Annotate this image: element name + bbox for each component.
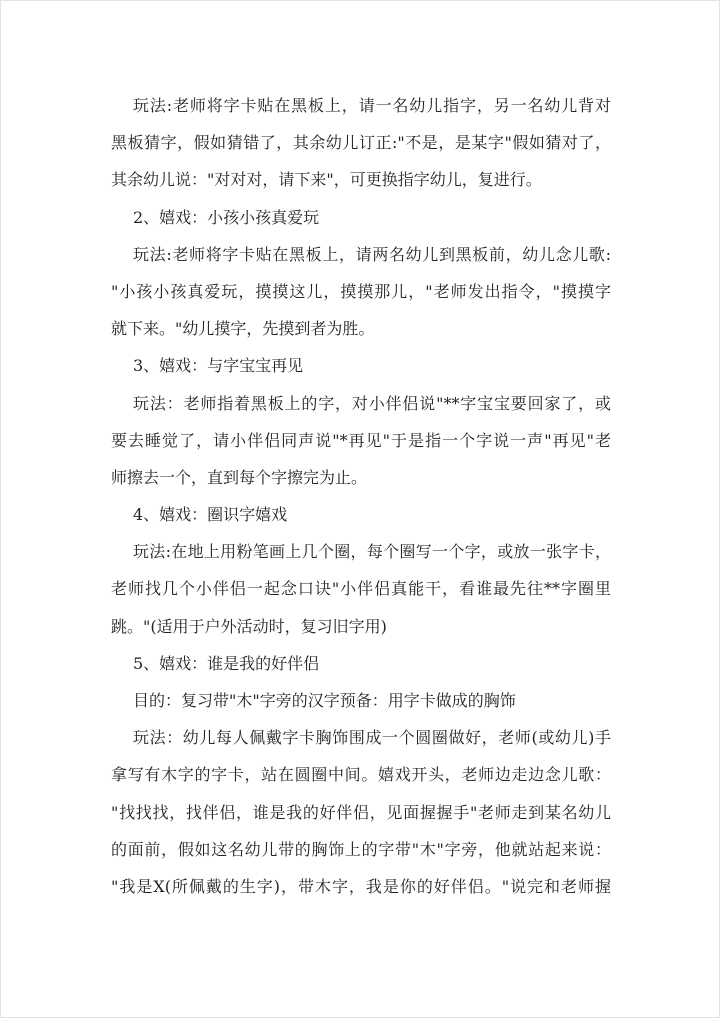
text-line: 师擦去一个，直到每个字擦完为止。	[111, 467, 368, 487]
text-line: 2、嬉戏：小孩小孩真爱玩	[133, 207, 320, 227]
text-line: 要去睡觉了，请小伴侣同声说"*再见"于是指一个字说一声"再见"老	[111, 430, 611, 450]
text-line: 玩法:老师将字卡贴在黑板上，请两名幼儿到黑板前，幼儿念儿歌:	[133, 244, 611, 264]
text-line: 目的：复习带"木"字旁的汉字预备：用字卡做成的胸饰	[133, 691, 516, 710]
text-line: 玩法:老师将字卡贴在黑板上，请一名幼儿指字，另一名幼儿背对	[133, 96, 611, 115]
text-line: 4、嬉戏：圈识字嬉戏	[133, 505, 288, 525]
text-line: 就下来。"幼儿摸字，先摸到者为胜。	[111, 319, 375, 339]
text-line: "小孩小孩真爱玩，摸摸这儿，摸摸那儿，"老师发出指令，"摸摸字	[111, 281, 611, 301]
text-line: 的面前，假如这名幼儿带的胸饰上的字带"木"字旁，他就站起来说：	[111, 839, 611, 859]
text-line: 玩法：幼儿每人佩戴字卡胸饰围成一个圆圈做好，老师(或幼儿)手	[133, 728, 611, 748]
text-line: "找找找，找伴侣，谁是我的好伴侣，见面握握手"老师走到某名幼儿	[111, 802, 611, 822]
text-line: 5、嬉戏：谁是我的好伴侣	[133, 653, 320, 673]
text-line: 玩法：老师指着黑板上的字，对小伴侣说"**字宝宝要回家了，或	[133, 393, 611, 413]
text-line: 黑板猜字，假如猜错了，其余幼儿订正:"不是，是某字"假如猜对了，	[111, 133, 611, 153]
text-line: 老师找几个小伴侣一起念口诀"小伴侣真能干，看谁最先往**字圈里	[111, 579, 611, 599]
text-line: 玩法:在地上用粉笔画上几个圈，每个圈写一个字，或放一张字卡，	[133, 542, 611, 562]
text-line: 其余幼儿说："对对对，请下来"，可更换指字幼儿，复进行。	[111, 170, 542, 190]
text-line: 3、嬉戏：与字宝宝再见	[133, 356, 304, 376]
text-line: 跳。"(适用于户外活动时，复习旧字用)	[111, 616, 387, 636]
document-body	[111, 87, 611, 905]
text-line: 拿写有木字的字卡，站在圆圈中间。嬉戏开头，老师边走边念儿歌：	[111, 765, 611, 785]
text-line: "我是X(所佩戴的生字)，带木字，我是你的好伴侣。"说完和老师握	[111, 876, 611, 896]
